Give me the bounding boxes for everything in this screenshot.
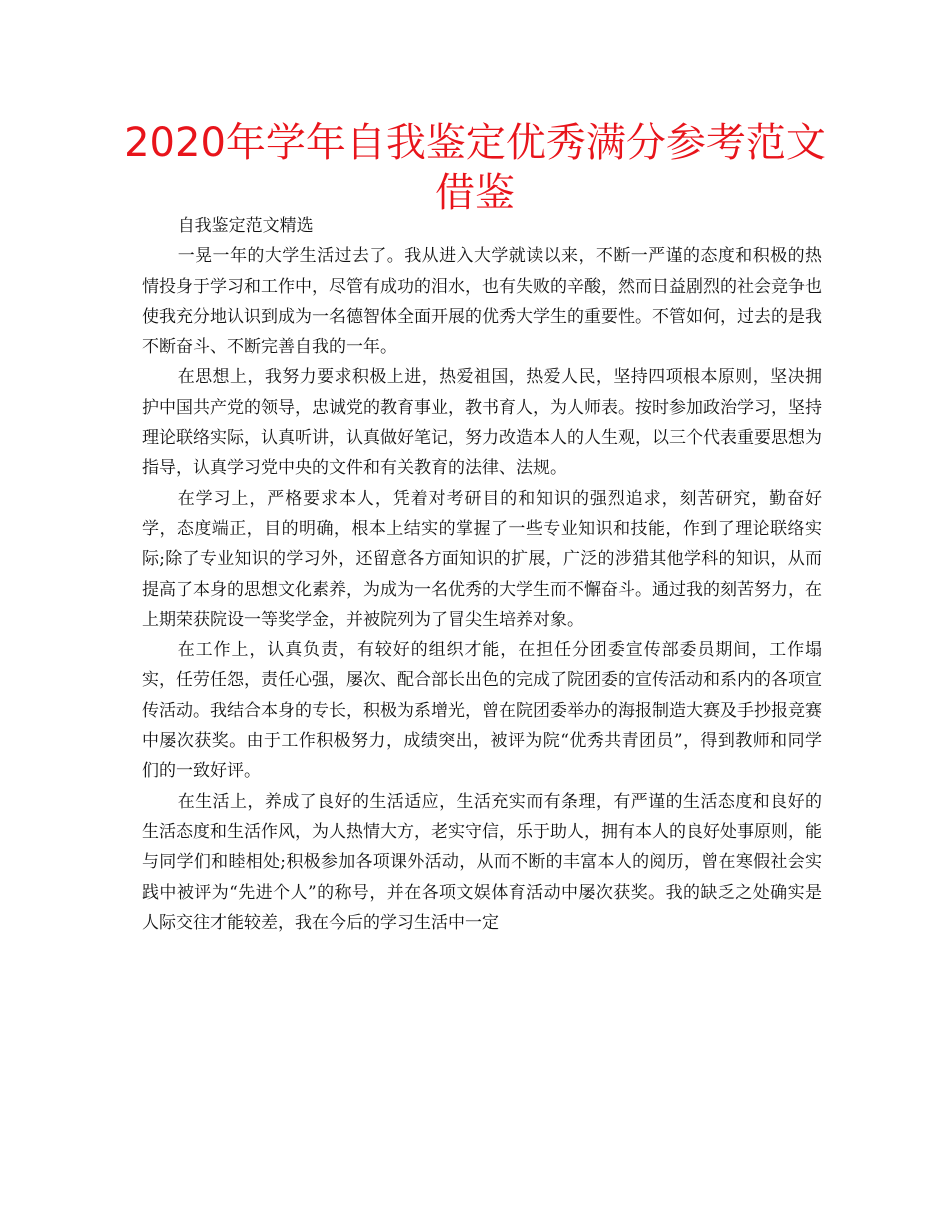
paragraph: 在学习上，严格要求本人，凭着对考研目的和知识的强烈追求，刻苦研究，勤奋好学，态度端正，目的明确，根本上结实的掌握了一些专业知识和技能，作到了理论联络实际;除了专业知识的学习外，还留意各方面知识的扩展，广泛的涉猎其他学科的知识，从而提高了本身的思想文化素养，为成为一名优秀的大学生而不懈奋斗。通过我的刻苦努力，在上期荣获院设一等奖学金，并被院列为了冒尖生培养对象。 [142,488,822,630]
paragraph: 在思想上，我努力要求积极上进，热爱祖国，热爱人民，坚持四项根本原则，坚决拥护中国共产党的领导，忠诚党的教育事业，教书育人，为人师表。按时参加政治学习，坚持理论联络实际，认真听讲，认真做好笔记，努力改造本人的人生观，以三个代表重要思想为指导，认真学习党中央的文件和有关教育的法律、法规。 [142,367,822,479]
document-title: 2020年学年自我鉴定优秀满分参考范文借鉴 [124,120,826,216]
paragraph: 一晃一年的大学生活过去了。我从进入大学就读以来，不断一严谨的态度和积极的热情投身于学习和工作中，尽管有成功的泪水，也有失败的辛酸，然而日益剧烈的社会竞争也使我充分地认识到成为一名德智体全面开展的优秀大学生的重要性。不管如何，过去的是我不断奋斗、不断完善自我的一年。 [142,246,822,358]
paragraph: 在生活上，养成了良好的生活适应，生活充实而有条理，有严谨的生活态度和良好的生活态度和生活作风，为人热情大方，老实守信，乐于助人，拥有本人的良好处事原则，能与同学们和睦相处;积极参加各项课外活动，从而不断的丰富本人的阅历，曾在寒假社会实践中被评为“先进个人”的称号，并在各项文娱体育活动中屡次获奖。我的缺乏之处确实是人际交往才能较差，我在今后的学习生活中一定 [142,791,822,933]
paragraph-heading: 自我鉴定范文精选 [177,216,314,236]
paragraph: 在工作上，认真负责，有较好的组织才能，在担任分团委宣传部委员期间，工作塌实，任劳任怨，责任心强，屡次、配合部长出色的完成了院团委的宣传活动和系内的各项宣传活动。我结合本身的专长，积极为系增光，曾在院团委举办的海报制造大赛及手抄报竞赛中屡次获奖。由于工作积极努力，成绩突出，被评为院“优秀共青团员”，得到教师和同学们的一致好评。 [142,640,822,782]
document-body [142,211,822,938]
